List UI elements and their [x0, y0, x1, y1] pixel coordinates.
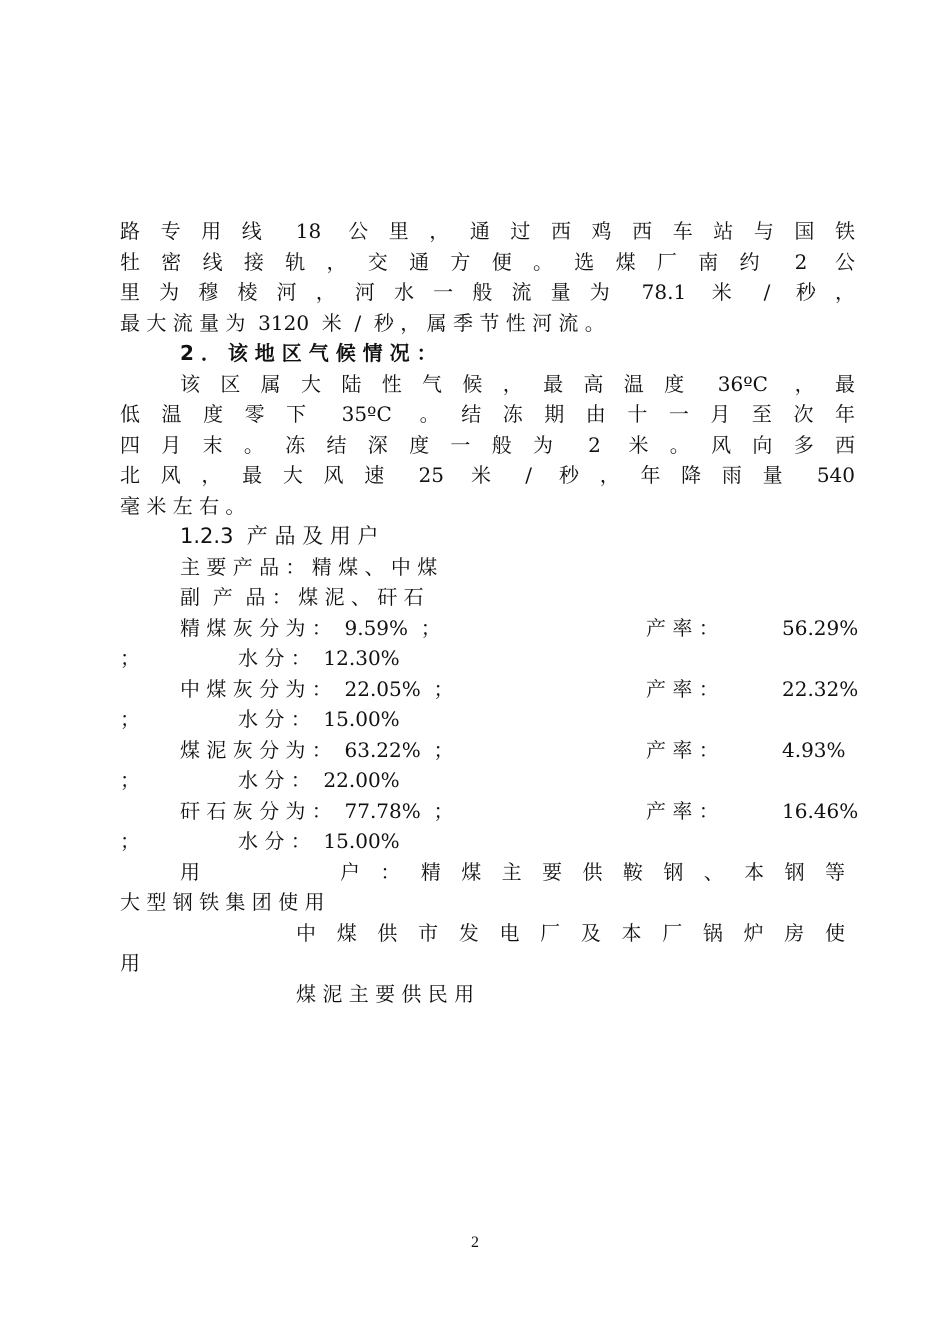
body-line: 中 煤 供 市 发 电 厂 及 本 厂 锅 炉 房 使 [296, 921, 845, 945]
yield-label: 产 率 ： [646, 616, 719, 640]
body-line: 大 型 钢 铁 集 团 使 用 [120, 890, 325, 914]
semicolon: ； [120, 646, 140, 670]
body-line: 路 专 用 线 18 公 里 ， 通 过 西 鸡 西 车 站 与 国 铁 [120, 219, 855, 243]
by-products-line: 副 产 品 ： 煤 泥 、 矸 石 [180, 585, 424, 609]
ash-content: 中 煤 灰 分 为 ： 22.05% ； [180, 677, 454, 701]
semicolon: ； [120, 768, 140, 792]
body-line: 低 温 度 零 下 35ºC 。 结 冻 期 由 十 一 月 至 次 年 [120, 402, 855, 426]
climate-heading: 2 ． 该 地 区 气 候 情 况 ： [180, 341, 437, 365]
yield-label: 产 率 ： [646, 799, 719, 823]
moisture: 水 分 ： 15.00% [238, 707, 400, 731]
yield-value: 56.29% [782, 616, 859, 640]
body-line: 煤 泥 主 要 供 民 用 [296, 982, 475, 1006]
main-products-line: 主 要 产 品 ： 精 煤 、 中 煤 [180, 555, 438, 579]
moisture: 水 分 ： 15.00% [238, 829, 400, 853]
yield-value: 4.93% [782, 738, 846, 762]
users-label: 用 [180, 860, 200, 884]
products-heading: 1.2.3 产 品 及 用 户 [180, 524, 379, 548]
ash-content: 矸 石 灰 分 为 ： 77.78% ； [180, 799, 454, 823]
body-line: 牡 密 线 接 轨 ， 交 通 方 便 。 选 煤 厂 南 约 2 公 [120, 250, 855, 274]
body-line: 四 月 末 。 冻 结 深 度 一 般 为 2 米 。 风 向 多 西 [120, 433, 855, 457]
yield-label: 产 率 ： [646, 677, 719, 701]
yield-label: 产 率 ： [646, 738, 719, 762]
body-line: 最 大 流 量 为 3120 米 / 秒 ， 属 季 节 性 河 流 。 [120, 311, 605, 335]
ash-content: 精 煤 灰 分 为 ： 9.59% ； [180, 616, 441, 640]
yield-value: 16.46% [782, 799, 859, 823]
yield-value: 22.32% [782, 677, 859, 701]
semicolon: ； [120, 707, 140, 731]
body-line: 用 [120, 951, 140, 975]
body-line: 户 ： 精 煤 主 要 供 鞍 钢 、 本 钢 等 [340, 860, 845, 884]
body-line: 北 风 ， 最 大 风 速 25 米 / 秒 ， 年 降 雨 量 540 [120, 463, 855, 487]
semicolon: ； [120, 829, 140, 853]
body-line: 里 为 穆 棱 河 ， 河 水 一 般 流 量 为 78.1 米 / 秒 ， [120, 280, 855, 304]
body-line: 毫 米 左 右 。 [120, 494, 246, 518]
ash-content: 煤 泥 灰 分 为 ： 63.22% ； [180, 738, 454, 762]
page-number: 2 [471, 1234, 479, 1251]
moisture: 水 分 ： 22.00% [238, 768, 400, 792]
body-line: 该 区 属 大 陆 性 气 候 ， 最 高 温 度 36ºC ， 最 [180, 372, 855, 396]
moisture: 水 分 ： 12.30% [238, 646, 400, 670]
